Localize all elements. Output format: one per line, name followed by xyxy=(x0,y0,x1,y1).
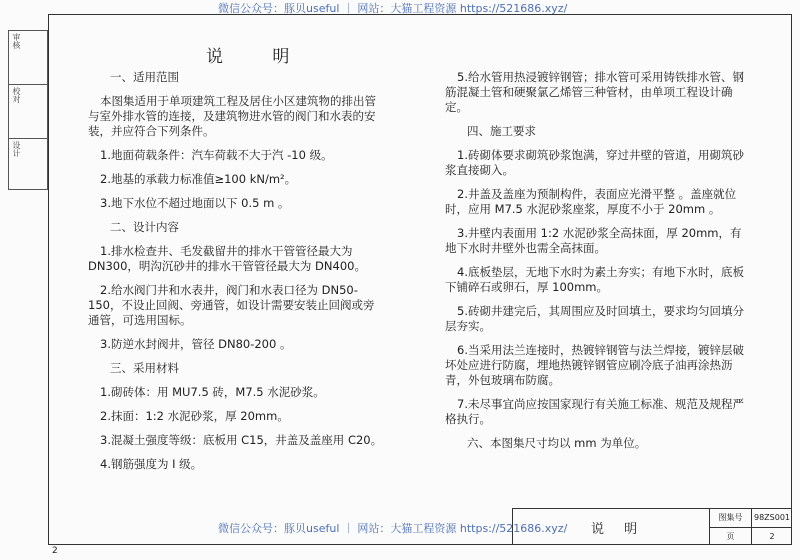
note-paragraph: 4.底板垫层，无地下水时为素土夯实；有地下水时，底板下铺碎石或卵石，厚 100mm。 xyxy=(445,265,744,294)
page-title: 说 明 xyxy=(206,47,312,67)
approval-stamp xyxy=(8,30,48,190)
stamp-cell: 设计 xyxy=(12,141,21,157)
note-paragraph: 3.防逆水封阀井，管径 DN80-200 。 xyxy=(100,337,292,351)
page-label: 页 xyxy=(710,528,752,546)
note-paragraph: 7.未尽事宜尚应按国家现行有关施工标准、规范及规程严格执行。 xyxy=(445,397,744,426)
note-paragraph: 本图集适用于单项建筑工程及居住小区建筑物的排出管与室外排水管的连接，及建筑物进水管的阀门和水表的安装，并应符合下列条件。 xyxy=(88,94,376,138)
note-paragraph: 3.混凝土强度等级：底板用 C15，井盖及盖座用 C20。 xyxy=(100,433,383,447)
note-paragraph: 3.地下水位不超过地面以下 0.5 m 。 xyxy=(100,196,290,210)
note-paragraph: 三、采用材料 xyxy=(110,361,179,375)
note-paragraph: 1.地面荷载条件：汽车荷载不大于汽 -10 级。 xyxy=(100,148,333,162)
note-paragraph: 3.井壁内表面用 1:2 水泥砂浆全高抹面，厚 20mm，有地下水时井壁外也需全高抹面。 xyxy=(445,226,742,255)
note-paragraph: 1.排水检查井、毛发截留井的排水干管管径最大为 DN300，明沟沉砂井的排水干管管径最大为 DN400。 xyxy=(88,244,366,273)
stamp-cell: 校对 xyxy=(12,87,21,103)
note-paragraph: 5.给水管用热浸镀锌钢管；排水管可采用铸铁排水管、钢筋混凝土管和硬聚氯乙烯管三种管材，由单项工程设计确定。 xyxy=(445,70,744,114)
title-block-name: 说 明 xyxy=(591,521,646,537)
note-paragraph: 一、适用范围 xyxy=(110,70,179,84)
atlas-number-value: 98ZS001 xyxy=(752,509,792,528)
note-paragraph: 1.砖砌体要求砌筑砂浆饱满，穿过井壁的管道，用砌筑砂浆直接砌入。 xyxy=(445,148,744,177)
note-paragraph: 6.当采用法兰连接时，热镀锌钢管与法兰焊接，镀锌层破坏处应进行防腐，埋地热镀锌钢管应刷冷底子油再涂热沥青，外包玻璃布防腐。 xyxy=(445,343,744,387)
stamp-cell: 审核 xyxy=(12,33,21,49)
note-paragraph: 4.钢筋强度为 I 级。 xyxy=(100,457,203,471)
watermark-bottom: 微信公众号：豚贝useful ｜ 网站：大猫工程资源 https://521686.xyz/ xyxy=(218,522,568,535)
watermark-top: 微信公众号：豚贝useful ｜ 网站：大猫工程资源 https://521686.xyz/ xyxy=(218,2,568,15)
page-value: 2 xyxy=(769,531,775,541)
note-paragraph: 二、设计内容 xyxy=(110,220,179,234)
note-paragraph: 2.地基的承载力标准值≥100 kN/m²。 xyxy=(100,172,297,186)
note-paragraph: 四、施工要求 xyxy=(467,124,536,138)
notes-right-column xyxy=(445,70,745,460)
note-paragraph: 六、本图集尺寸均以 mm 为单位。 xyxy=(467,436,647,450)
note-paragraph: 2.抹面：1:2 水泥砂浆，厚 20mm。 xyxy=(100,409,289,423)
page-number: 2 xyxy=(52,546,58,556)
note-paragraph: 1.砌砖体：用 MU7.5 砖，M7.5 水泥砂浆。 xyxy=(100,385,325,399)
note-paragraph: 5.砖砌井建完后，其周围应及时回填土，要求均匀回填分层夯实。 xyxy=(445,304,744,333)
atlas-number-label: 图集号 xyxy=(710,509,752,528)
notes-left-column xyxy=(88,70,383,481)
note-paragraph: 2.井盖及盖座为预制构件，表面应光滑平整 。盖座就位时，应用 M7.5 水泥砂浆座浆，厚度不小于 20mm 。 xyxy=(445,187,737,216)
note-paragraph: 2.给水阀门井和水表井，阀门和水表口径为 DN50-150，不设止回阀、旁通管，如设计需要安装止回阀或旁通管，可选用国标。 xyxy=(88,283,375,327)
